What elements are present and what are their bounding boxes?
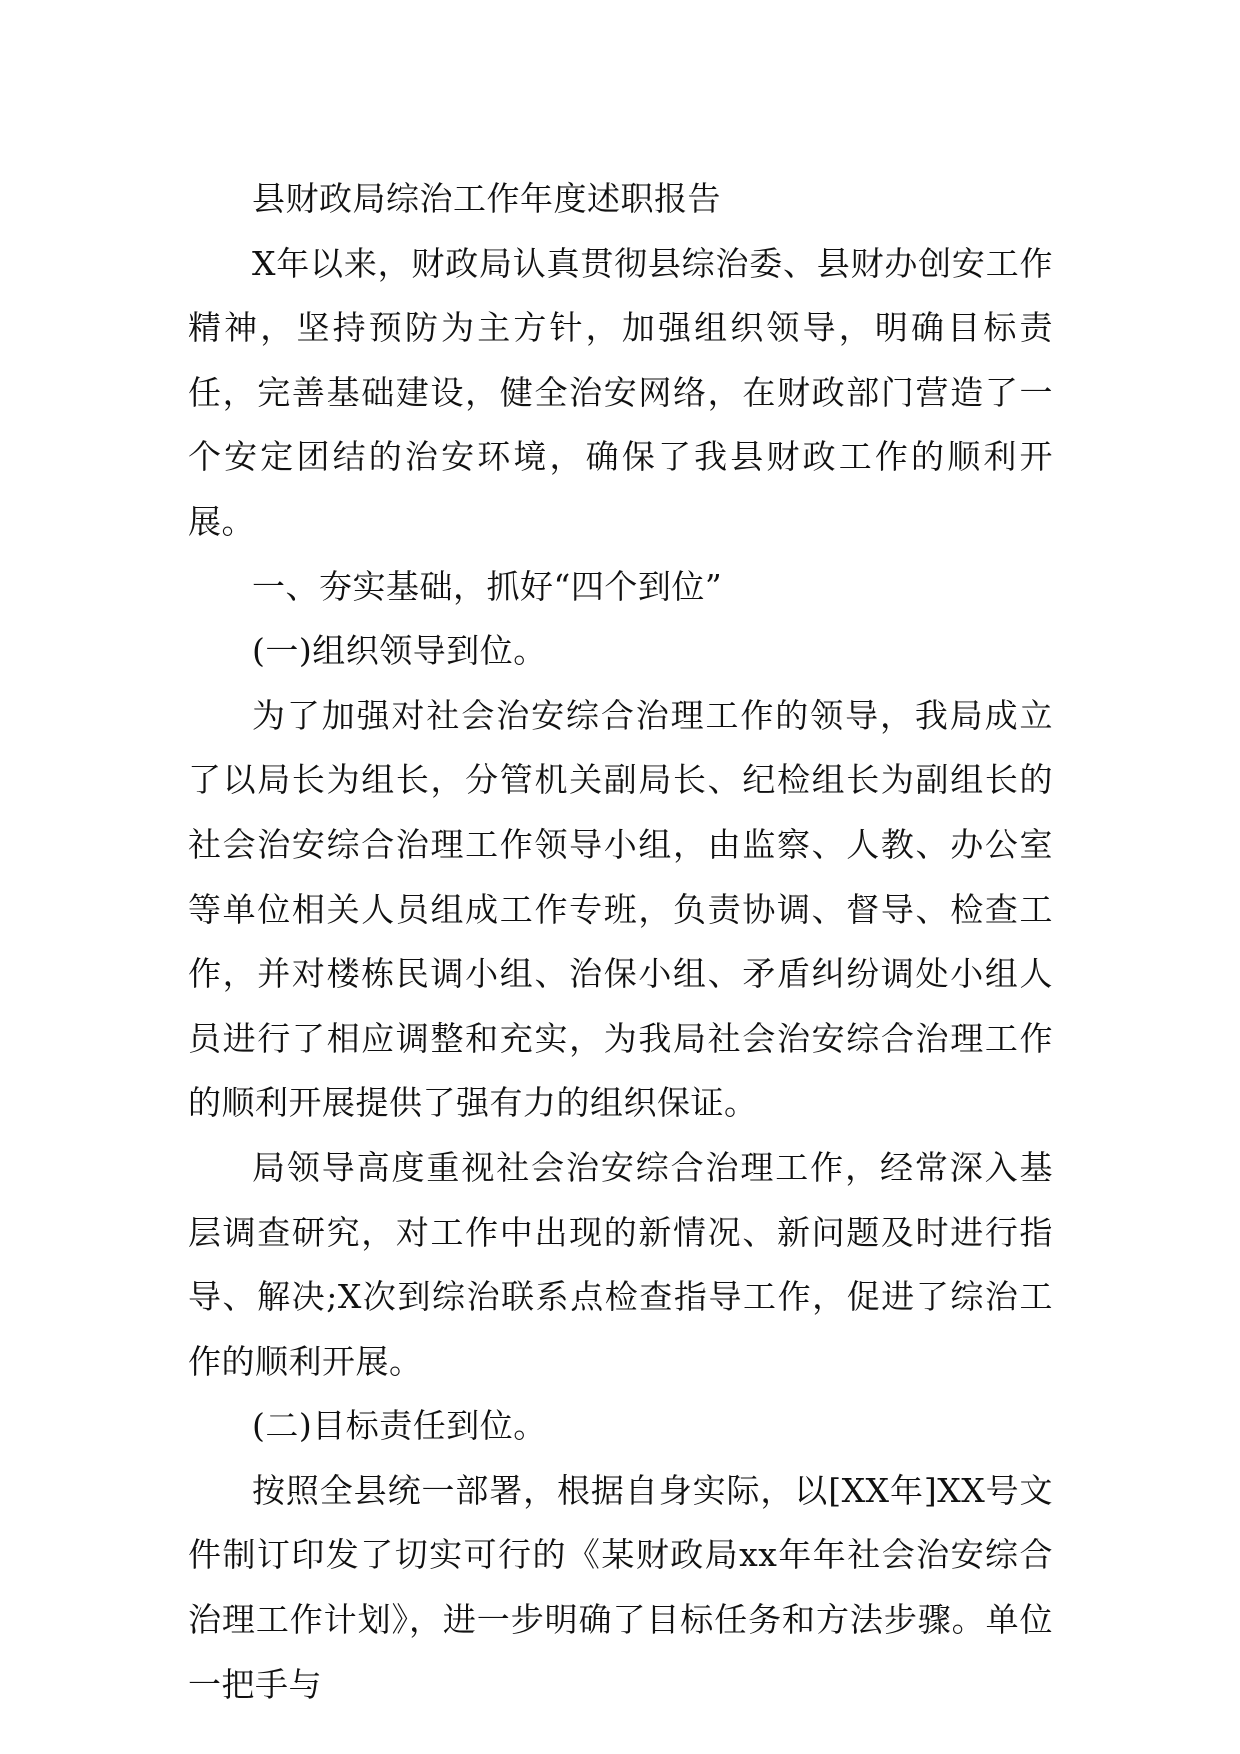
subsection-heading-2: (二)目标责任到位。 bbox=[252, 1406, 547, 1446]
subsection-heading-1: (一)组织领导到位。 bbox=[252, 631, 547, 671]
paragraph-target-responsibility: 按照全县统一部署，根据自身实际，以[XX年]XX号文件制订印发了切实可行的《某财政局xx年年社会治安综合治理工作计划》，进一步明确了目标任务和方法步骤。单位一把手与 bbox=[188, 1470, 1053, 1704]
document-title: 县财政局综治工作年度述职报告 bbox=[252, 179, 721, 218]
document-body bbox=[188, 167, 1053, 1717]
section-heading-1: 一、夯实基础，抓好“四个到位” bbox=[252, 566, 723, 606]
paragraph-leadership-attention: 局领导高度重视社会治安综合治理工作，经常深入基层调查研究，对工作中出现的新情况、新问题及时进行指导、解决;X次到综治联系点检查指导工作，促进了综治工作的顺利开展。 bbox=[188, 1147, 1053, 1381]
paragraph-intro: X年以来，财政局认真贯彻县综治委、县财办创安工作精神，坚持预防为主方针，加强组织领导，明确目标责任，完善基础建设，健全治安网络，在财政部门营造了一个安定团结的治安环境，确保了我县财政工作的顺利开展。 bbox=[188, 243, 1053, 541]
paragraph-leadership-group: 为了加强对社会治安综合治理工作的领导，我局成立了以局长为组长，分管机关副局长、纪检组长为副组长的社会治安综合治理工作领导小组，由监察、人教、办公室等单位相关人员组成工作专班，负责协调、督导、检查工作，并对楼栋民调小组、治保小组、矛盾纠纷调处小组人员进行了相应调整和充实，为我局社会治安综合治理工作的顺利开展提供了强有力的组织保证。 bbox=[188, 695, 1053, 1123]
